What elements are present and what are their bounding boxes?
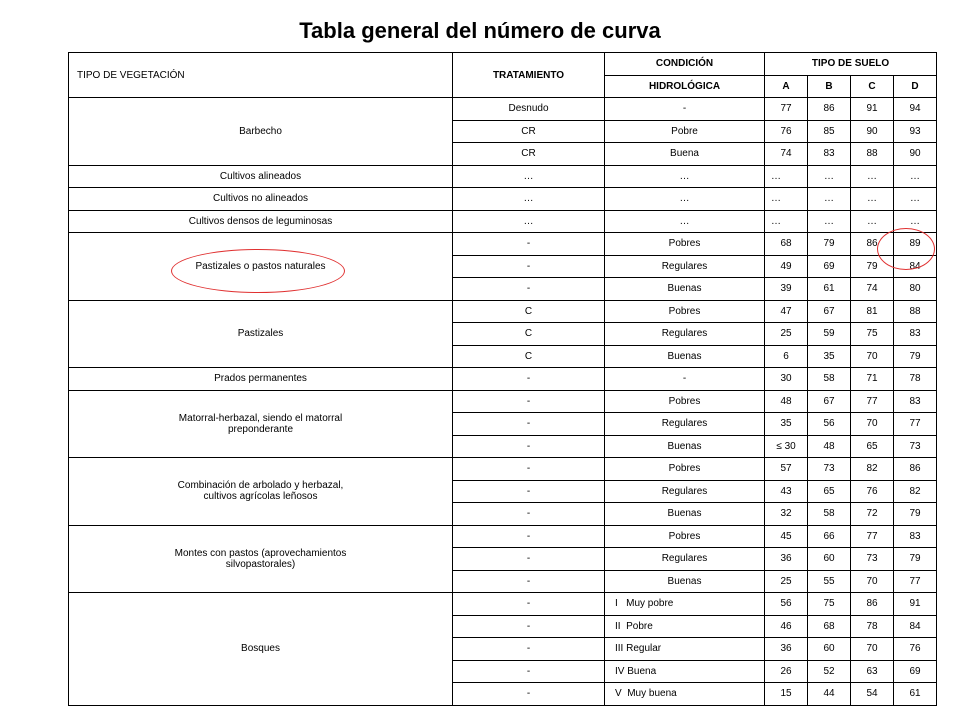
highlight-ellipse-value	[877, 228, 935, 270]
condition-cell: Pobres	[605, 525, 765, 548]
soil-a-value: 30	[765, 368, 808, 391]
soil-b-value: 83	[808, 143, 851, 166]
treatment-cell: -	[453, 390, 605, 413]
table-row	[69, 390, 937, 413]
soil-b-value: 85	[808, 120, 851, 143]
curve-number-table-container	[68, 52, 936, 708]
soil-a-value: 77	[765, 98, 808, 121]
header-soil-b: B	[808, 75, 851, 98]
table-row	[69, 368, 937, 391]
soil-c-value: 86	[851, 233, 894, 256]
soil-d-value: 79	[894, 345, 937, 368]
treatment-cell: -	[453, 435, 605, 458]
soil-a-value: …	[765, 165, 808, 188]
soil-c-value: 72	[851, 503, 894, 526]
soil-d-value: 88	[894, 300, 937, 323]
condition-cell: -	[605, 98, 765, 121]
condition-cell: Buenas	[605, 345, 765, 368]
condition-cell: Pobres	[605, 458, 765, 481]
condition-cell: Regulares	[605, 255, 765, 278]
treatment-cell: CR	[453, 143, 605, 166]
soil-d-value: …	[894, 188, 937, 211]
soil-d-value: 90	[894, 143, 937, 166]
soil-d-value: 77	[894, 570, 937, 593]
vegetation-cell: Montes con pastos (aprovechamientos silvopastorales)	[69, 525, 453, 593]
soil-b-value: 75	[808, 593, 851, 616]
treatment-cell: -	[453, 593, 605, 616]
treatment-cell: -	[453, 503, 605, 526]
soil-a-value: 26	[765, 660, 808, 683]
soil-b-value: 67	[808, 300, 851, 323]
soil-d-value: 77	[894, 413, 937, 436]
soil-d-value: 73	[894, 435, 937, 458]
soil-d-value: 79	[894, 503, 937, 526]
condition-cell: Regulares	[605, 413, 765, 436]
vegetation-cell: Combinación de arbolado y herbazal, cultivos agrícolas leñosos	[69, 458, 453, 526]
table-row	[69, 165, 937, 188]
vegetation-cell: Cultivos densos de leguminosas	[69, 210, 453, 233]
soil-a-value: …	[765, 188, 808, 211]
soil-c-value: 88	[851, 143, 894, 166]
soil-c-value: 82	[851, 458, 894, 481]
treatment-cell: -	[453, 570, 605, 593]
condition-cell: III Regular	[605, 638, 765, 661]
condition-cell: Buena	[605, 143, 765, 166]
soil-b-value: 52	[808, 660, 851, 683]
treatment-cell: C	[453, 300, 605, 323]
soil-d-value: 94	[894, 98, 937, 121]
condition-cell: V Muy buena	[605, 683, 765, 706]
treatment-cell: C	[453, 323, 605, 346]
treatment-cell: -	[453, 480, 605, 503]
soil-a-value: 76	[765, 120, 808, 143]
soil-c-value: 90	[851, 120, 894, 143]
soil-a-value: ≤ 30	[765, 435, 808, 458]
vegetation-cell: Bosques	[69, 593, 453, 706]
soil-d-value: 78	[894, 368, 937, 391]
condition-cell: -	[605, 368, 765, 391]
soil-d-value: 83	[894, 525, 937, 548]
soil-c-value: 70	[851, 413, 894, 436]
table-row	[69, 525, 937, 548]
soil-a-value: 15	[765, 683, 808, 706]
treatment-cell: -	[453, 548, 605, 571]
treatment-cell: …	[453, 210, 605, 233]
header-vegetation: TIPO DE VEGETACIÓN	[69, 53, 453, 98]
treatment-cell: -	[453, 458, 605, 481]
soil-b-value: 35	[808, 345, 851, 368]
table-row	[69, 593, 937, 616]
soil-d-value: 80	[894, 278, 937, 301]
condition-cell: Regulares	[605, 548, 765, 571]
soil-d-value: 82	[894, 480, 937, 503]
soil-b-value: 58	[808, 368, 851, 391]
soil-d-value: 84	[894, 615, 937, 638]
table-row	[69, 98, 937, 121]
soil-b-value: 65	[808, 480, 851, 503]
soil-c-value: 77	[851, 525, 894, 548]
treatment-cell: Desnudo	[453, 98, 605, 121]
soil-c-value: 75	[851, 323, 894, 346]
curve-number-table	[68, 52, 937, 706]
soil-a-value: 25	[765, 570, 808, 593]
vegetation-cell: Cultivos alineados	[69, 165, 453, 188]
soil-b-value: …	[808, 210, 851, 233]
soil-d-value: 83	[894, 390, 937, 413]
soil-b-value: 59	[808, 323, 851, 346]
soil-d-value: 89	[894, 233, 937, 256]
soil-d-value: 86	[894, 458, 937, 481]
soil-a-value: 36	[765, 548, 808, 571]
soil-c-value: 71	[851, 368, 894, 391]
header-condition: CONDICIÓN	[605, 53, 765, 76]
soil-c-value: 76	[851, 480, 894, 503]
soil-d-value: 76	[894, 638, 937, 661]
treatment-cell: -	[453, 233, 605, 256]
soil-a-value: 48	[765, 390, 808, 413]
condition-cell: Buenas	[605, 570, 765, 593]
soil-b-value: 48	[808, 435, 851, 458]
soil-a-value: 56	[765, 593, 808, 616]
soil-b-value: 86	[808, 98, 851, 121]
treatment-cell: -	[453, 660, 605, 683]
soil-c-value: 65	[851, 435, 894, 458]
soil-c-value: 74	[851, 278, 894, 301]
soil-c-value: 70	[851, 638, 894, 661]
treatment-cell: -	[453, 278, 605, 301]
condition-cell: …	[605, 210, 765, 233]
treatment-cell: …	[453, 188, 605, 211]
soil-b-value: 60	[808, 548, 851, 571]
soil-c-value: 81	[851, 300, 894, 323]
soil-d-value: 84	[894, 255, 937, 278]
soil-a-value: 46	[765, 615, 808, 638]
soil-b-value: 66	[808, 525, 851, 548]
soil-b-value: 60	[808, 638, 851, 661]
soil-d-value: 93	[894, 120, 937, 143]
treatment-cell: C	[453, 345, 605, 368]
soil-c-value: …	[851, 165, 894, 188]
header-hydrologic: HIDROLÓGICA	[605, 75, 765, 98]
treatment-cell: -	[453, 683, 605, 706]
condition-cell: Regulares	[605, 480, 765, 503]
table-row	[69, 188, 937, 211]
soil-d-value: …	[894, 165, 937, 188]
treatment-cell: CR	[453, 120, 605, 143]
soil-d-value: 69	[894, 660, 937, 683]
vegetation-cell: Barbecho	[69, 98, 453, 166]
soil-c-value: …	[851, 210, 894, 233]
table-row	[69, 458, 937, 481]
soil-c-value: 70	[851, 570, 894, 593]
soil-a-value: …	[765, 210, 808, 233]
header-treatment: TRATAMIENTO	[453, 53, 605, 98]
condition-cell: Buenas	[605, 278, 765, 301]
soil-b-value: …	[808, 165, 851, 188]
condition-cell: Pobres	[605, 390, 765, 413]
soil-c-value: 78	[851, 615, 894, 638]
soil-a-value: 35	[765, 413, 808, 436]
soil-a-value: 39	[765, 278, 808, 301]
treatment-cell: -	[453, 615, 605, 638]
soil-b-value: 79	[808, 233, 851, 256]
soil-a-value: 74	[765, 143, 808, 166]
soil-a-value: 47	[765, 300, 808, 323]
table-row	[69, 210, 937, 233]
soil-d-value: …	[894, 210, 937, 233]
condition-cell: Pobres	[605, 300, 765, 323]
soil-a-value: 57	[765, 458, 808, 481]
table-row	[69, 300, 937, 323]
vegetation-cell: Pastizales o pastos naturales	[69, 233, 453, 301]
condition-cell: Pobre	[605, 120, 765, 143]
treatment-cell: …	[453, 165, 605, 188]
vegetation-cell: Pastizales	[69, 300, 453, 368]
soil-c-value: …	[851, 188, 894, 211]
highlight-ellipse-pastizales	[171, 249, 345, 293]
soil-a-value: 6	[765, 345, 808, 368]
soil-c-value: 63	[851, 660, 894, 683]
condition-cell: …	[605, 188, 765, 211]
header-soil-d: D	[894, 75, 937, 98]
soil-a-value: 25	[765, 323, 808, 346]
table-row	[69, 233, 937, 256]
header-soil-a: A	[765, 75, 808, 98]
soil-c-value: 70	[851, 345, 894, 368]
soil-b-value: 58	[808, 503, 851, 526]
condition-cell: Regulares	[605, 323, 765, 346]
soil-a-value: 32	[765, 503, 808, 526]
condition-cell: I Muy pobre	[605, 593, 765, 616]
soil-c-value: 54	[851, 683, 894, 706]
treatment-cell: -	[453, 638, 605, 661]
soil-b-value: 44	[808, 683, 851, 706]
soil-a-value: 68	[765, 233, 808, 256]
treatment-cell: -	[453, 368, 605, 391]
soil-b-value: 69	[808, 255, 851, 278]
condition-cell: II Pobre	[605, 615, 765, 638]
soil-b-value: 68	[808, 615, 851, 638]
soil-c-value: 73	[851, 548, 894, 571]
soil-b-value: 67	[808, 390, 851, 413]
condition-cell: Buenas	[605, 503, 765, 526]
header-soil-c: C	[851, 75, 894, 98]
soil-c-value: 91	[851, 98, 894, 121]
soil-a-value: 49	[765, 255, 808, 278]
treatment-cell: -	[453, 413, 605, 436]
vegetation-cell: Prados permanentes	[69, 368, 453, 391]
vegetation-cell: Matorral-herbazal, siendo el matorral preponderante	[69, 390, 453, 458]
soil-d-value: 83	[894, 323, 937, 346]
treatment-cell: -	[453, 525, 605, 548]
soil-c-value: 77	[851, 390, 894, 413]
header-soil-type: TIPO DE SUELO	[765, 53, 937, 76]
soil-b-value: …	[808, 188, 851, 211]
soil-d-value: 61	[894, 683, 937, 706]
table-body	[69, 98, 937, 706]
soil-a-value: 36	[765, 638, 808, 661]
soil-d-value: 79	[894, 548, 937, 571]
vegetation-cell: Cultivos no alineados	[69, 188, 453, 211]
condition-cell: …	[605, 165, 765, 188]
soil-b-value: 56	[808, 413, 851, 436]
page-title: Tabla general del número de curva	[299, 18, 661, 43]
soil-a-value: 43	[765, 480, 808, 503]
soil-b-value: 55	[808, 570, 851, 593]
soil-a-value: 45	[765, 525, 808, 548]
soil-c-value: 79	[851, 255, 894, 278]
condition-cell: Buenas	[605, 435, 765, 458]
condition-cell: Pobres	[605, 233, 765, 256]
soil-b-value: 73	[808, 458, 851, 481]
soil-c-value: 86	[851, 593, 894, 616]
condition-cell: IV Buena	[605, 660, 765, 683]
treatment-cell: -	[453, 255, 605, 278]
soil-d-value: 91	[894, 593, 937, 616]
soil-b-value: 61	[808, 278, 851, 301]
